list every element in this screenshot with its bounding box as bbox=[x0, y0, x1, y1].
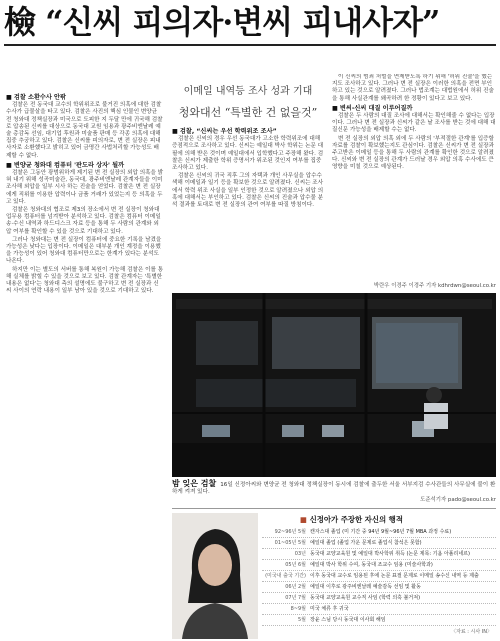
timeline-text: 장윤 스님 당시 동국대 이사회 해임 bbox=[310, 617, 386, 623]
timeline-row bbox=[262, 615, 496, 626]
timeline-row bbox=[262, 582, 496, 593]
body-paragraph: 검찰은 청와대의 협조로 제3의 장소에서 변 전 실장이 청와대 업무용 컴퓨터를 넘겨받아 분석하고 있다. 검찰은 컴퓨터 이메일 송·수신 내역과 하드디스크 자료 등을 통해 두 사람의 관계와 외압 여부를 확인할 수 있을 것으로 기대하고 있다. bbox=[6, 207, 161, 235]
section-heading: ■ 검찰 소환수사 안팎 bbox=[6, 94, 164, 101]
timeline-text: 예일대 졸업 (졸업 가운 문제로 졸업식 참석은 못함) bbox=[310, 540, 422, 546]
body-paragraph: 하지만 이는 별도의 서버를 통해 복원이 가능해 검찰은 이를 통해 실체를 밝힐 수 있을 것으로 보고 있다. 검찰 관계자는 '특별한 내용은 없다'는 청와대 측의 설명에도 불구하고 변 전 실장과 신씨 사이의 연락 내용이 일부 남아 있을 것으로 기대하고 있다. bbox=[6, 266, 164, 295]
timeline-infobox bbox=[172, 508, 496, 639]
timeline-row bbox=[262, 549, 496, 560]
timeline-date: 03년 bbox=[294, 551, 306, 557]
infobox-source: 〈자료 : 시사 IN〉 bbox=[451, 629, 492, 635]
timeline-text: 예일대 이후로 광주비엔날레 예술감독 선임 및 활동 bbox=[310, 584, 421, 590]
body-paragraph: 이 신씨의 범죄 처벌을 면제받도록 하기 위해 '허위 진술'을 했는지도 조사하고 있다. 그러나 변 전 실장은 이러한 의혹을 전면 부인하고 있는 것으로 알려졌다. 그러나 법조계는 대법원에서 허위 진술을 통해 사실관계를 왜곡하려 한 정황이 있다고 보고 있다. bbox=[332, 74, 494, 102]
middle-column bbox=[172, 126, 326, 286]
timeline-date: 01~05년 5월 bbox=[274, 540, 306, 546]
body-paragraph: 검찰은 두 사람의 대질 조사에 대해서는 확인해줄 수 없다는 입장이다. 그러나 변 전 실장과 신씨가 같은 날 조사를 받는 것에 대해 대질신문 가능성을 배제할 수는 없다. bbox=[332, 113, 496, 134]
right-column bbox=[332, 74, 496, 274]
section-heading: ■ 변양균 청와대 컴퓨터 '판도라 상자' 될까 bbox=[6, 162, 164, 169]
timeline-date: 92~96년 5월 bbox=[274, 529, 306, 535]
left-column bbox=[6, 92, 164, 638]
headline-rule bbox=[4, 44, 496, 46]
section-heading: ■ 변씨-신씨 대질 이루어질까 bbox=[332, 105, 496, 112]
body-paragraph: 그러나 청와대는 변 전 실장이 컴퓨터에 중요한 기록을 남겼을 가능성은 낮다는 입장이다. 이메일은 대부분 개인 계정을 이용했을 가능성이 있어 청와대 컴퓨터만으로는 한계가 있다는 분석도 나온다. bbox=[6, 236, 162, 265]
deck-line-1: 이메일 내역등 조사 성과 기대 bbox=[183, 86, 313, 97]
office-windows-image bbox=[172, 293, 496, 477]
body-paragraph: 검찰은 전 동국대 교수의 학위위조로 불거진 의혹에 대한 검찰 수사가 급물살을 타고 있다. 검찰은 사진의 핵심 인물인 변양균 전 청와대 정책실장과 미국으로 도피한 지 두달 만에 귀국해 검찰로 압송된 신씨를 대상으로 동국대 교원 임용과 광주비엔날레 예술 총감독 선임, 대기업 후원과 미술품 판매 등 각종 의혹에 대해 집중 추궁하고 있다. 검찰은 신씨를 피의자로, 변 전 실장은 피내사자로 소환했다고 밝히고 있어 금명간 사법처리할 가능성도 배제할 수 없다. bbox=[6, 102, 163, 159]
photo-caption bbox=[172, 480, 496, 496]
timeline-date: (미국내 출국 기간) bbox=[265, 573, 306, 579]
timeline-text: 미국 체류 후 귀국 bbox=[310, 606, 349, 612]
byline: 박란우 이경주 이경주 기자 kdhrdwn@seoul.co.kr bbox=[373, 283, 496, 289]
timeline-text: 동국대 교양교육원 교수직 사임 (학력 의혹 불거져) bbox=[310, 595, 421, 601]
timeline-date: 8~9월 bbox=[290, 606, 306, 612]
night-office-photo bbox=[172, 293, 496, 477]
caption-title: 밤 잊은 검찰 bbox=[172, 479, 217, 488]
caption-text: 16일 신정아씨와 변양균 전 청와대 정책실장이 동시에 검찰에 출두한 서울 서부지검 수사관들의 사무실에 불이 환하게 켜져 있다. bbox=[172, 482, 496, 496]
body-paragraph: 검찰은 신씨의 경우 우선 동국대가 고소한 학력위조에 대해 증점적으로 조사하고 있다. 신씨는 예일대 박사 학위는 논문 대필에 의해 받은 것이며 예일대에서 입학했다고 주장해 왔다. 검찰은 신씨가 제출한 학위 증명서가 위조된 것인지 여부를 집중 조사하고 있다. bbox=[172, 136, 324, 172]
deck-line-2: 청와대선 “특별한 건 없을것” bbox=[178, 106, 318, 119]
timeline-row bbox=[262, 527, 496, 538]
body-paragraph: 검찰은 신씨의 귀국 직후 그의 자택과 개인 사무실을 압수수색해 이메일과 일기 등을 확보한 것으로 알려졌다. 신씨는 조사에서 학력 위조 사실을 일부 인정한 것으로 알려졌으나 외압 의혹에 대해서는 부인하고 있다. 검찰은 신씨의 진술과 압수물 분석 결과를 토대로 변 전 실장의 관여 여부를 따질 방침이다. bbox=[172, 173, 324, 209]
timeline-row bbox=[262, 560, 496, 571]
body-paragraph: 변 전 실장의 외압 의혹 외에 두 사람의 '부적절한 관계'를 입증할 자료를 검찰이 확보했는지도 관심이다. 검찰은 신씨가 변 전 실장과 주고받은 이메일 등을 통해 두 사람의 관계를 확인한 것으로 알려졌다. 신씨와 변 전 실장의 관계가 드러날 경우 외압 의혹 수사에도 큰 영향을 미칠 것으로 예상된다. bbox=[332, 135, 494, 171]
section-heading: ■ 검찰, “신씨는 우선 학력위조 조사” bbox=[172, 128, 326, 135]
timeline-date: 07년 7월 bbox=[285, 595, 306, 601]
timeline-text: 이후 동국대 교수로 임용된 후에 논문 표절 문제로 이메일 송수신 내역 등 제출 bbox=[310, 573, 479, 579]
headline: 檢 “신씨 피의자·변씨 피내사자” bbox=[4, 3, 440, 41]
timeline-text: 캔자스대 졸업 (미 기간 중 94년 9월~96년 7월 MBA 과정 수료) bbox=[310, 529, 452, 535]
timeline-row bbox=[262, 604, 496, 615]
infobox-title: ■ 신정아가 주장한 자신의 행적 bbox=[300, 514, 403, 525]
timeline-text: 동국대 교양교육원 및 예일대 박사학위 취득 (논문 제목: 기욤 아폴리네르) bbox=[310, 551, 470, 557]
timeline-row bbox=[262, 571, 496, 582]
photo-credit: 도준석기자 pado@seoul.co.kr bbox=[420, 497, 496, 503]
body-paragraph: 검찰은 그동안 광범위하게 제기된 변 전 실장의 외압 의혹을 밝혀 내기 위해 성곡미술관, 동국대, 광주비엔날레 관계자들을 이미 조사해 외압을 일부 시사 하는 진술을 얻었다. 검찰은 변 전 실장에게 직위를 이용한 압력이나 금품 거래가 있었는지 등 의혹을 두고 있다. bbox=[6, 170, 164, 205]
timeline-row bbox=[262, 538, 496, 549]
portrait-photo bbox=[172, 513, 258, 639]
timeline-date: 5월 bbox=[297, 617, 306, 623]
timeline-date: 06년 2월 bbox=[285, 584, 306, 590]
timeline-text: 예일대 박사 학위 수여, 동국대 조교수 임용 (미술사학과) bbox=[310, 562, 433, 568]
timeline-row bbox=[262, 593, 496, 604]
timeline-date: 05년 6월 bbox=[285, 562, 306, 568]
